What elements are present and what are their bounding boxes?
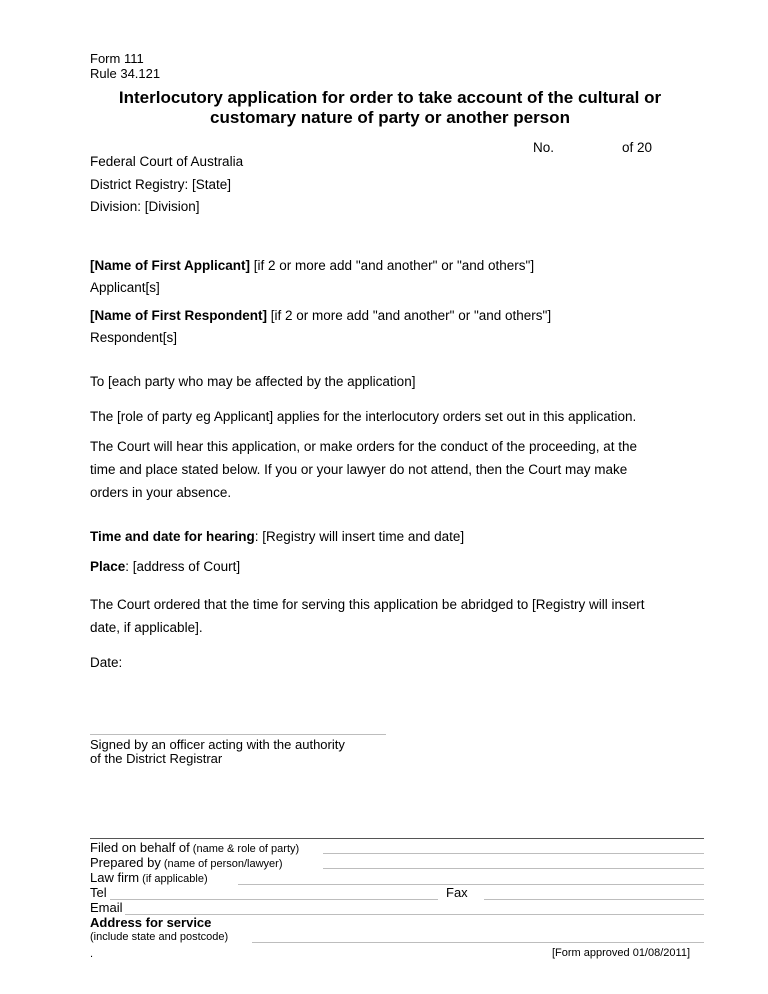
email-label: Email (90, 900, 123, 915)
rule-number: Rule 34.121 (90, 66, 161, 81)
case-year-label: of 20 (622, 140, 653, 155)
district-registry: District Registry: [State] (90, 177, 232, 192)
respondent-name: [Name of First Respondent] (90, 308, 268, 323)
title-line-1: Interlocutory application for order to take account of the cultural or (118, 88, 662, 107)
footer-dot: . (90, 948, 94, 960)
signature-caption-line-2: of the District Registrar (90, 751, 223, 766)
fax-label: Fax (446, 885, 468, 900)
footer-top-rule (90, 838, 704, 839)
date-label: Date: (90, 655, 123, 670)
applies-statement: The [role of party eg Applicant] applies for the interlocutory orders set out in this application. (90, 409, 637, 424)
address-for-service-label: Address for service (90, 915, 212, 930)
case-number-label: No. (533, 140, 555, 155)
firm-label: Law firm (90, 870, 140, 885)
email-field-line[interactable] (125, 914, 704, 915)
prepared-field-line[interactable] (323, 868, 704, 869)
tel-label: Tel (90, 885, 107, 900)
hearing-time-value: : [Registry will insert time and date] (254, 529, 465, 544)
filed-field-line[interactable] (323, 853, 704, 854)
signature-caption-line-1: Signed by an officer acting with the authority (90, 737, 345, 752)
hearing-place-value: : [address of Court] (125, 559, 241, 574)
applicant-label: Applicant[s] (90, 280, 160, 295)
first-applicant (90, 258, 534, 273)
hearing-notice-line-3: orders in your absence. (90, 485, 232, 500)
signature-line (90, 734, 386, 735)
prepared-hint: (name of person/lawyer) (160, 858, 283, 870)
first-respondent (90, 308, 551, 323)
firm-hint: (if applicable) (139, 873, 208, 885)
address-hint: (include state and postcode) (90, 931, 229, 943)
hearing-place (90, 559, 240, 574)
applicant-name: [Name of First Applicant] (90, 258, 251, 273)
abridged-line-2: date, if applicable]. (90, 620, 203, 635)
hearing-time (90, 529, 464, 544)
form-number: Form 111 (90, 51, 144, 66)
prepared-label: Prepared by (90, 855, 161, 870)
to-parties: To [each party who may be affected by the application] (90, 374, 416, 389)
abridged-line-1: The Court ordered that the time for serving this application be abridged to [Registry will insert (90, 597, 645, 612)
title-line-2: customary nature of party or another person (210, 108, 570, 127)
respondent-label: Respondent[s] (90, 330, 178, 345)
hearing-time-label: Time and date for hearing (90, 529, 255, 544)
division: Division: [Division] (90, 199, 200, 214)
applicant-note: [if 2 or more add "and another" or "and others"] (250, 258, 535, 273)
firm-field-line[interactable] (238, 884, 704, 885)
tel-field-line[interactable] (110, 899, 438, 900)
address-field-line[interactable] (252, 942, 704, 943)
page-title (60, 88, 720, 128)
filed-label: Filed on behalf of (90, 840, 190, 855)
hearing-notice-line-2: time and place stated below. If you or your lawyer do not attend, then the Court may make (90, 462, 628, 477)
respondent-note: [if 2 or more add "and another" or "and others"] (267, 308, 552, 323)
fax-field-line[interactable] (484, 899, 704, 900)
form-approved-date: [Form approved 01/08/2011] (552, 947, 690, 959)
court-name: Federal Court of Australia (90, 154, 244, 169)
filed-hint: (name & role of party) (189, 843, 300, 855)
hearing-notice-line-1: The Court will hear this application, or make orders for the conduct of the proceeding, at the (90, 439, 638, 454)
hearing-place-label: Place (90, 559, 126, 574)
law-firm (90, 870, 208, 887)
